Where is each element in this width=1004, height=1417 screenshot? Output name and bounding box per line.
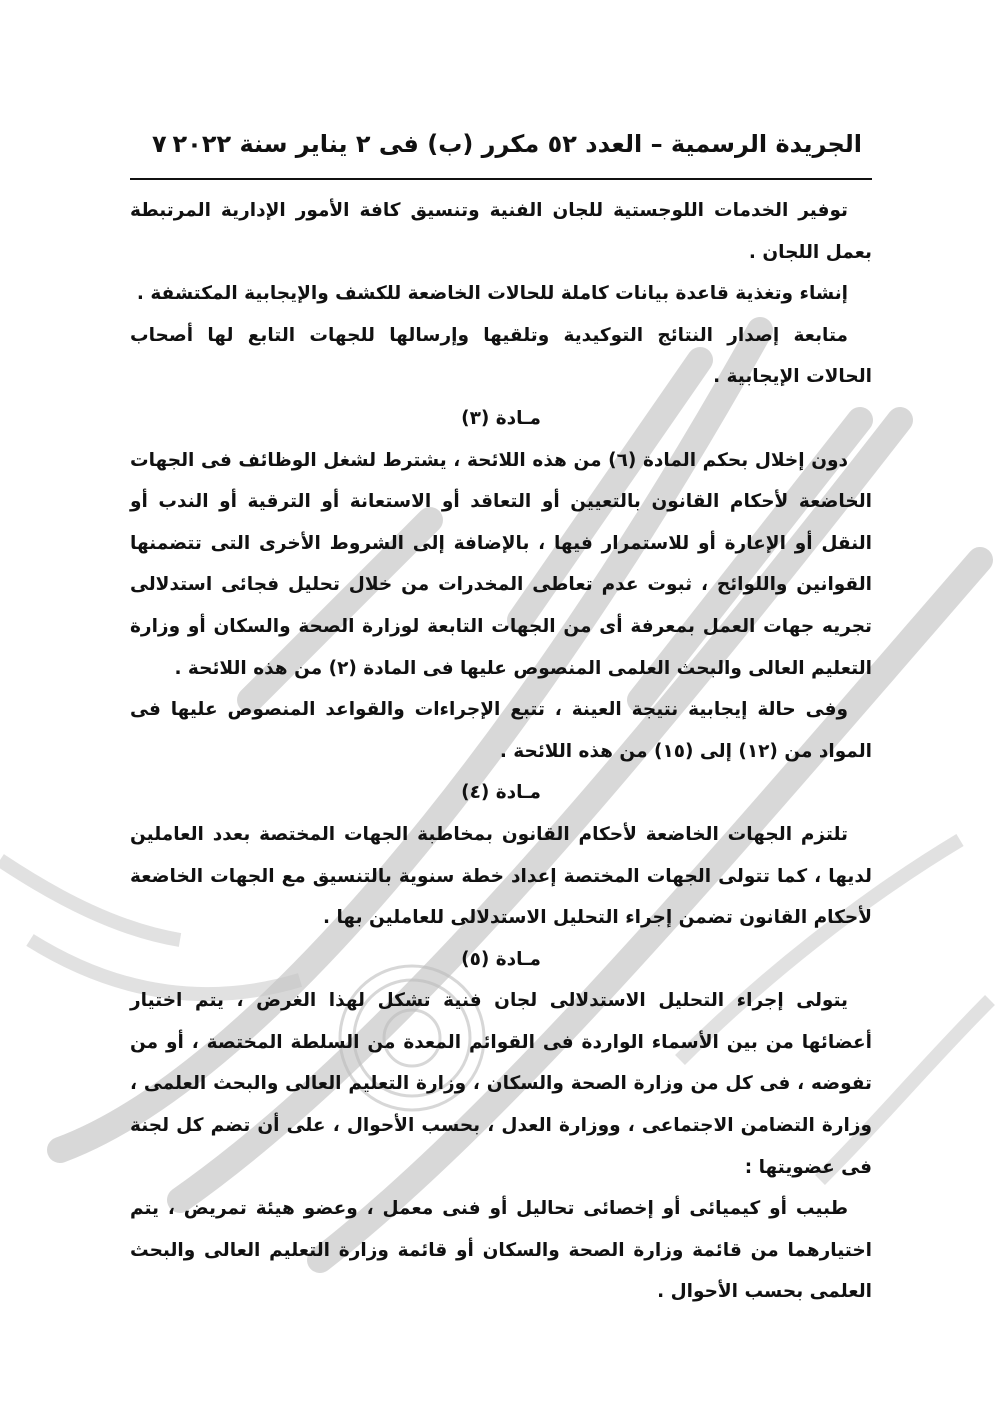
article-4-heading: مـادة (٤) (461, 782, 541, 804)
paragraph-database: إنشاء وتغذية قاعدة بيانات كاملة للحالات الخاضعة للكشف والإيجابية المكتشفة . (136, 283, 848, 305)
paragraph-follow-up: متابعة إصدار النتائج التوكيدية وتلقيها وإرسالها للجهات التابع لها أصحاب الحالات الإيجابية . (130, 324, 872, 388)
gazette-page (130, 118, 872, 1318)
page-number: ٧ (152, 130, 167, 158)
article-3-heading: مـادة (٣) (461, 407, 541, 429)
header-title: الجريدة الرسمية – العدد ٥٢ مكرر (ب) فى ٢ يناير سنة ٢٠٢٢ (172, 130, 862, 158)
article-5-paragraph-1: يتولى إجراء التحليل الاستدلالى لجان فنية تشكل لهذا الغرض ، يتم اختيار أعضائها من بين الأسماء الواردة فى القوائم المعدة من السلطة المختصة ، أو من تفوضه ، فى كل من وزارة الصحة والسكان ، وزارة التعليم العالى والبحث العلمى ، وزارة التضامن الاجتماعى ، ووزارة العدل ، بحسب الأحوال ، على أن تضم كل لجنة فى عضويتها : (130, 990, 872, 1178)
article-3-paragraph-1: دون إخلال بحكم المادة (٦) من هذه اللائحة ، يشترط لشغل الوظائف فى الجهات الخاضعة لأحكام القانون بالتعيين أو التعاقد أو الاستعانة أو الترقية أو الندب أو النقل أو الإعارة أو للاستمرار فيها ، بالإضافة إلى الشروط الأخرى التى تتضمنها القوانين واللوائح ، ثبوت عدم تعاطى المخدرات من خلال تحليل فجائى استدلالى تجريه جهات العمل بمعرفة أى من الجهات التابعة لوزارة الصحة والسكان أو وزارة التعليم العالى والبحث العلمى المنصوص عليها فى المادة (٢) من هذه اللائحة . (130, 449, 872, 679)
article-3-paragraph-2: وفى حالة إيجابية نتيجة العينة ، تتبع الإجراءات والقواعد المنصوص عليها فى المواد من (١٢) إلى (١٥) من هذه اللائحة . (130, 699, 872, 762)
article-4-paragraph-1: تلتزم الجهات الخاضعة لأحكام القانون بمخاطبة الجهات المختصة بعدد العاملين لديها ، كما تتولى الجهات المختصة إعداد خطة سنوية بالتنسيق مع الجهات الخاضعة لأحكام القانون تضمن إجراء التحليل الاستدلالى للعاملين بها . (130, 823, 872, 929)
document-body (130, 190, 872, 1313)
page-header (130, 118, 872, 170)
article-5-paragraph-2: طبيب أو كيميائى أو إخصائى تحاليل أو فنى معمل ، وعضو هيئة تمريض ، يتم اختيارهما من قائمة وزارة الصحة والسكان أو قائمة وزارة التعليم العالى والبحث العلمى بحسب الأحوال . (130, 1198, 872, 1303)
paragraph-logistics: توفير الخدمات اللوجستية للجان الفنية وتنسيق كافة الأمور الإدارية المرتبطة بعمل اللجان . (130, 200, 872, 263)
header-divider (130, 178, 872, 180)
article-5-heading: مـادة (٥) (461, 948, 541, 970)
